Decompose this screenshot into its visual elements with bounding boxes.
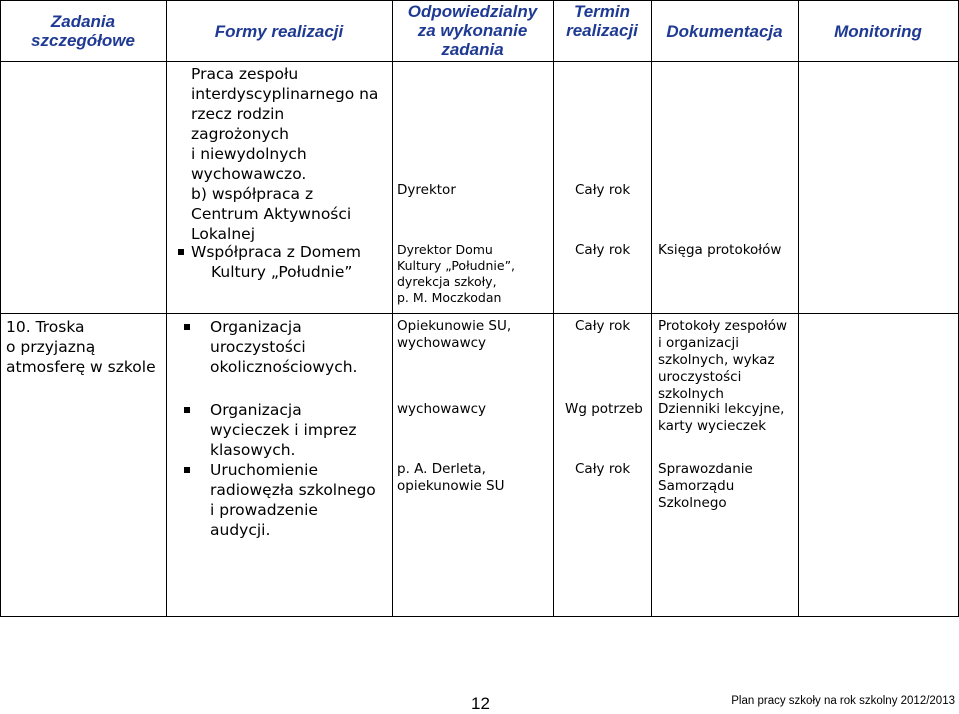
text-line: b) współpraca z	[191, 185, 314, 203]
text-line: Uruchomienie	[210, 461, 318, 479]
text-line: szkolnych, wykaz	[658, 352, 775, 368]
row1-formy-text	[191, 64, 378, 244]
footer-document-title: Plan pracy szkoły na rok szkolny 2012/2013	[731, 695, 955, 707]
text-line: Protokoły zespołów	[658, 318, 788, 334]
text-line: radiowęzła szkolnego	[210, 481, 376, 499]
text-line: wycieczek i imprez	[210, 421, 357, 439]
header-termin	[553, 2, 651, 40]
row1-termin-1: Cały rok	[575, 182, 631, 198]
text-line: Dzienniki lekcyjne,	[658, 401, 785, 417]
header-dokumentacja: Dokumentacja	[666, 22, 783, 41]
page-number: 12	[471, 694, 490, 713]
row1-odp-1: Dyrektor	[397, 182, 456, 198]
header-odpowiedzialny	[392, 2, 553, 59]
header-termin-line: Termin	[573, 2, 631, 21]
row2-termin-3: Cały rok	[575, 461, 631, 477]
row2-dok-2	[658, 401, 784, 435]
text-line: audycji.	[210, 521, 271, 539]
text-line: rzecz rodzin	[191, 105, 285, 123]
text-line: zagrożonych	[191, 125, 289, 143]
text-line: i niewydolnych	[191, 145, 307, 163]
header-odp-line: za wykonanie	[417, 21, 528, 40]
text-line: wychowawcy	[397, 335, 487, 351]
text-line: uroczystości	[658, 369, 742, 385]
row2-odp-1	[397, 318, 511, 352]
text-line: Samorządu	[658, 478, 735, 494]
row2-termin-1: Cały rok	[575, 318, 631, 334]
text-line: dyrekcja szkoły,	[397, 274, 497, 289]
text-line: i prowadzenie	[210, 501, 318, 519]
bullet-icon	[184, 407, 190, 413]
text-line: 10. Troska	[6, 318, 85, 336]
text-line: wychowawczo.	[191, 165, 307, 183]
text-line: Dyrektor Domu	[397, 242, 493, 257]
text-line: p. M. Moczkodan	[397, 290, 502, 305]
row2-dok-3	[658, 461, 753, 512]
header-odp-line: zadania	[441, 40, 504, 59]
row2-zadanie	[6, 317, 156, 377]
bullet-icon	[184, 467, 190, 473]
text-line: karty wycieczek	[658, 418, 767, 434]
text-line: Szkolnego	[658, 495, 727, 511]
bullet-icon	[184, 324, 190, 330]
row2-termin-2: Wg potrzeb	[565, 401, 643, 417]
text-line: p. A. Derleta,	[397, 461, 486, 477]
row1-bullet-text	[191, 242, 361, 282]
text-line: opiekunowie SU	[397, 478, 505, 494]
header-zadania-line: Zadania	[50, 12, 116, 31]
text-line: Organizacja	[210, 318, 302, 336]
text-line: Kultury „Południe”,	[397, 258, 516, 273]
text-line: Kultury „Południe”	[211, 263, 353, 281]
text-line: i organizacji	[658, 335, 740, 351]
header-formy: Formy realizacji	[214, 22, 344, 41]
row2-dok-1	[658, 318, 787, 403]
header-termin-line: realizacji	[566, 21, 638, 40]
row2-odp-3	[397, 461, 505, 495]
text-line: szkolnych	[658, 386, 724, 402]
header-zadania	[0, 12, 166, 50]
row2-item1	[210, 317, 357, 377]
text-line: o przyjazną	[6, 338, 96, 356]
text-line: Współpraca z Domem	[191, 243, 362, 261]
text-line: klasowych.	[210, 441, 296, 459]
text-line: interdyscyplinarnego na	[191, 85, 379, 103]
text-line: Lokalnej	[191, 225, 256, 243]
row1-odp-2	[397, 242, 515, 306]
text-line: Organizacja	[210, 401, 302, 419]
text-line: okolicznościowych.	[210, 358, 358, 376]
row1-dok-2: Księga protokołów	[658, 242, 782, 258]
header-odp-line: Odpowiedzialny	[407, 2, 538, 21]
header-zadania-line: szczegółowe	[31, 31, 135, 50]
row1-termin-2: Cały rok	[575, 242, 631, 258]
text-line: Sprawozdanie	[658, 461, 753, 477]
row2-item3	[210, 460, 376, 540]
bullet-icon	[178, 249, 184, 255]
text-line: Centrum Aktywności	[191, 205, 352, 223]
text-line: Praca zespołu	[191, 65, 299, 83]
text-line: uroczystości	[210, 338, 306, 356]
header-monitoring: Monitoring	[834, 22, 922, 41]
row2-odp-2: wychowawcy	[397, 401, 487, 417]
text-line: atmosferę w szkole	[6, 358, 156, 376]
row2-item2	[210, 400, 357, 460]
text-line: Opiekunowie SU,	[397, 318, 512, 334]
